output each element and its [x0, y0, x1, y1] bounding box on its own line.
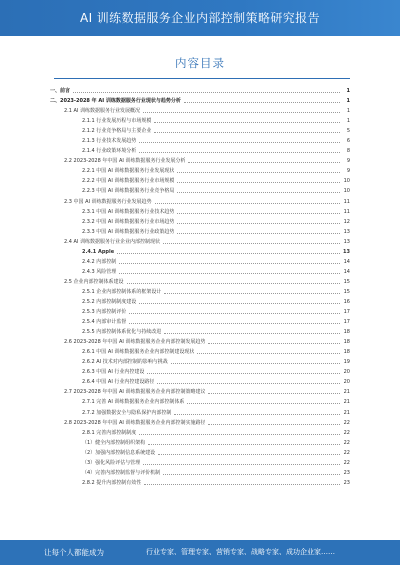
toc-page-number: 11 [343, 198, 350, 205]
toc-entry-label: 2.8.2 提升内部控制有效性 [82, 479, 142, 486]
toc-page-number: 15 [343, 288, 350, 295]
toc-page-number: 15 [343, 278, 350, 285]
toc-entry-label: （4）完善内部控制监督与评价机制 [82, 469, 161, 476]
toc-page-number: 1 [346, 88, 350, 94]
toc-leader-dots [177, 172, 340, 173]
toc-leader-dots [119, 273, 340, 274]
toc-entry-label: 2.6.2 AI 技术对内部控制的影响与挑战 [82, 359, 168, 366]
toc-page-number: 8 [346, 148, 350, 155]
toc-leader-dots [177, 223, 340, 224]
toc-leader-dots [208, 343, 340, 344]
toc-entry-label: 2.2.1 中国 AI 训练数据服务行业发展现状 [82, 168, 175, 175]
toc-leader-dots [139, 303, 340, 304]
toc-leader-dots [164, 333, 340, 334]
toc-entry[interactable] [50, 257, 350, 267]
toc-page-number: 23 [343, 479, 350, 486]
toc-page-number: 1 [346, 118, 350, 125]
toc-entry[interactable] [50, 217, 350, 227]
toc-leader-dots [157, 383, 340, 384]
toc-page-number: 19 [343, 359, 350, 366]
toc-heading: 内容目录 [175, 56, 225, 70]
table-of-contents [50, 86, 350, 488]
toc-entry[interactable] [50, 297, 350, 307]
toc-entry-label: 2.2.3 中国 AI 训练数据服务行业竞争格局 [82, 188, 175, 195]
toc-entry[interactable] [50, 197, 350, 207]
toc-entry-label: 2.7.2 加强数据安全与隐私保护内部控制 [82, 409, 172, 416]
toc-leader-dots [208, 424, 340, 425]
toc-entry[interactable] [50, 277, 350, 287]
toc-entry-label: 2.6.1 中国 AI 训练数据服务企业内部控制建设现状 [82, 349, 195, 356]
toc-page-number: 16 [343, 298, 350, 305]
toc-entry[interactable] [50, 86, 350, 96]
toc-leader-dots [155, 203, 340, 204]
toc-leader-dots [177, 213, 340, 214]
toc-entry-label: 2.3.3 中国 AI 训练数据服务行业政策趋势 [82, 228, 175, 235]
toc-entry[interactable] [50, 227, 350, 237]
toc-entry-label: 2.7 2023-2028 年中国 AI 训练数据服务企业内部控制策略建议 [64, 389, 206, 396]
toc-entry[interactable] [50, 207, 350, 217]
toc-entry-label: 2.4.2 内部控制 [82, 258, 117, 265]
toc-page-number: 1 [346, 108, 350, 115]
toc-page-number: 10 [343, 188, 350, 195]
toc-entry-label: 2.6 2023-2028 年中国 AI 训练数据服务企业内部控制发展趋势 [64, 339, 206, 346]
toc-entry-label: 一、前言 [50, 88, 71, 94]
toc-page-number: 14 [343, 268, 350, 275]
footer-brand: 让每个人都能成为 [44, 548, 104, 557]
toc-entry-label: 2.4.1 Apple [82, 248, 115, 255]
toc-entry-label: 2.5 企业内部控制体系建设 [64, 278, 124, 285]
toc-entry[interactable] [50, 397, 350, 407]
toc-page-number: 17 [343, 309, 350, 316]
toc-leader-dots [139, 142, 340, 143]
toc-entry[interactable] [50, 247, 350, 257]
toc-entry[interactable] [50, 327, 350, 337]
toc-entry-label: 二、2023-2028 年 AI 训练数据服务行业现状与趋势分析 [50, 98, 181, 105]
toc-entry-label: 2.5.2 内部控制制度建设 [82, 298, 137, 305]
toc-entry[interactable] [50, 267, 350, 277]
toc-entry-label: 2.3.1 中国 AI 训练数据服务行业技术趋势 [82, 208, 175, 215]
toc-page-number: 18 [343, 339, 350, 346]
toc-entry[interactable] [50, 156, 350, 166]
toc-page-number: 20 [343, 369, 350, 376]
toc-page-number: 21 [343, 389, 350, 396]
toc-entry-label: 2.1.2 行业竞争格局与主要企业 [82, 128, 152, 135]
toc-leader-dots [158, 454, 340, 455]
toc-entry-label: 2.1 AI 训练数据服务行业发展概况 [64, 108, 141, 115]
toc-entry-label: 2.5.5 内部控制体系优化与持续改进 [82, 329, 162, 336]
toc-entry[interactable] [50, 458, 350, 468]
toc-page-number: 21 [343, 409, 350, 416]
toc-leader-dots [139, 152, 340, 153]
toc-page-number: 21 [343, 399, 350, 406]
report-header [0, 0, 400, 36]
toc-entry[interactable] [50, 377, 350, 387]
toc-leader-dots [187, 403, 340, 404]
toc-entry-label: 2.1.4 行业政策环境分析 [82, 148, 137, 155]
toc-entry[interactable] [50, 166, 350, 176]
toc-entry-label: 2.5.3 内部控制评价 [82, 309, 127, 316]
toc-page-number: 5 [346, 128, 350, 135]
toc-entry[interactable] [50, 317, 350, 327]
toc-divider [54, 78, 350, 79]
toc-entry[interactable] [50, 347, 350, 357]
toc-entry-label: 2.8 2023-2028 年中国 AI 训练数据服务企业内部控制实施路径 [64, 419, 206, 426]
toc-entry-label: （3）强化风险评估与管理 [82, 459, 141, 466]
report-title: AI 训练数据服务企业内部控制策略研究报告 [80, 11, 320, 25]
toc-leader-dots [143, 464, 340, 465]
toc-entry-label: 2.7.1 完善 AI 训练数据服务企业内部控制体系 [82, 399, 185, 406]
toc-entry-label: （1）健全内部控制组织架构 [82, 439, 146, 446]
toc-entry[interactable] [50, 176, 350, 186]
toc-page-number: 22 [343, 429, 350, 436]
toc-leader-dots [147, 373, 340, 374]
toc-entry-label: 2.2 2023-2028 年中国 AI 训练数据服务行业发展分析 [64, 158, 186, 165]
toc-entry-label: 2.6.4 中国 AI 行业内控建设路径 [82, 379, 155, 386]
footer-bar [0, 540, 400, 565]
toc-page-number: 12 [343, 218, 350, 225]
toc-leader-dots [163, 243, 340, 244]
toc-leader-dots [117, 253, 340, 254]
toc-leader-dots [171, 363, 340, 364]
toc-page-number: 9 [346, 158, 350, 165]
toc-entry[interactable] [50, 418, 350, 428]
toc-leader-dots [119, 263, 340, 264]
toc-entry-label: （2）加强内部控制信息系统建设 [82, 449, 156, 456]
toc-leader-dots [177, 182, 340, 183]
toc-page-number: 18 [343, 349, 350, 356]
toc-entry-label: 2.5.4 内部审计监督 [82, 319, 127, 326]
toc-entry[interactable] [50, 146, 350, 156]
toc-entry[interactable] [50, 408, 350, 418]
toc-leader-dots [148, 444, 340, 445]
toc-page-number: 23 [343, 469, 350, 476]
toc-entry-label: 2.1.1 行业发展历程与市场规模 [82, 118, 152, 125]
toc-page-number: 9 [346, 168, 350, 175]
toc-leader-dots [177, 192, 340, 193]
toc-page-number: 13 [343, 228, 350, 235]
toc-leader-dots [143, 112, 340, 113]
toc-entry[interactable] [50, 357, 350, 367]
toc-leader-dots [208, 393, 340, 394]
toc-page-number: 20 [343, 379, 350, 386]
toc-entry[interactable] [50, 337, 350, 347]
toc-entry-label: 2.8.1 完善内部控制制度 [82, 429, 137, 436]
toc-entry[interactable] [50, 428, 350, 438]
toc-entry-label: 2.1.3 行业技术发展趋势 [82, 138, 137, 145]
toc-entry[interactable] [50, 307, 350, 317]
toc-entry-label: 2.3.2 中国 AI 训练数据服务行业市场趋势 [82, 218, 175, 225]
toc-page-number: 14 [343, 258, 350, 265]
toc-page-number: 17 [343, 319, 350, 326]
toc-leader-dots [144, 484, 340, 485]
toc-entry-label: 2.5.1 企业内部控制体系的框架设计 [82, 288, 162, 295]
toc-entry[interactable] [50, 438, 350, 448]
toc-entry[interactable] [50, 186, 350, 196]
toc-leader-dots [164, 293, 340, 294]
toc-page-number: 10 [343, 178, 350, 185]
toc-entry-label: 2.6.3 中国 AI 行业内控建设 [82, 369, 145, 376]
toc-page-number: 6 [346, 138, 350, 145]
toc-entry[interactable] [50, 237, 350, 247]
toc-entry[interactable] [50, 106, 350, 116]
toc-leader-dots [188, 162, 340, 163]
toc-entry-label: 2.4 AI 训练数据服务行业企业内部控制现状 [64, 238, 161, 245]
toc-leader-dots [73, 92, 340, 93]
toc-entry[interactable] [50, 287, 350, 297]
toc-page-number: 18 [343, 329, 350, 336]
toc-page-number: 22 [343, 449, 350, 456]
toc-page-number: 22 [343, 419, 350, 426]
toc-entry[interactable] [50, 126, 350, 136]
toc-entry[interactable] [50, 367, 350, 377]
toc-leader-dots [163, 474, 340, 475]
toc-leader-dots [129, 313, 340, 314]
toc-page-number: 22 [343, 459, 350, 466]
toc-leader-dots [154, 122, 340, 123]
toc-leader-dots [177, 233, 340, 234]
toc-leader-dots [139, 434, 340, 435]
toc-leader-dots [174, 414, 340, 415]
toc-page-number: 11 [343, 208, 350, 215]
toc-entry[interactable] [50, 116, 350, 126]
toc-page-number: 13 [343, 238, 350, 245]
toc-entry-label: 2.4.3 风险管理 [82, 268, 117, 275]
toc-page-number: 13 [343, 248, 350, 255]
toc-leader-dots [129, 323, 340, 324]
toc-entry[interactable] [50, 96, 350, 106]
toc-leader-dots [127, 283, 340, 284]
toc-entry[interactable] [50, 448, 350, 458]
toc-entry-label: 2.2.2 中国 AI 训练数据服务行业市场规模 [82, 178, 175, 185]
toc-entry[interactable] [50, 387, 350, 397]
toc-leader-dots [184, 102, 340, 103]
toc-entry[interactable] [50, 468, 350, 478]
toc-leader-dots [197, 353, 340, 354]
toc-entry[interactable] [50, 136, 350, 146]
toc-leader-dots [154, 132, 340, 133]
footer-tagline: 行业专家、管理专家、营销专家、战略专家、成功企业家…… [146, 548, 335, 556]
toc-entry[interactable] [50, 478, 350, 488]
toc-page-number: 22 [343, 439, 350, 446]
toc-page-number: 1 [346, 98, 350, 105]
toc-entry-label: 2.3 中国 AI 训练数据服务行业发展趋势 [64, 198, 152, 205]
